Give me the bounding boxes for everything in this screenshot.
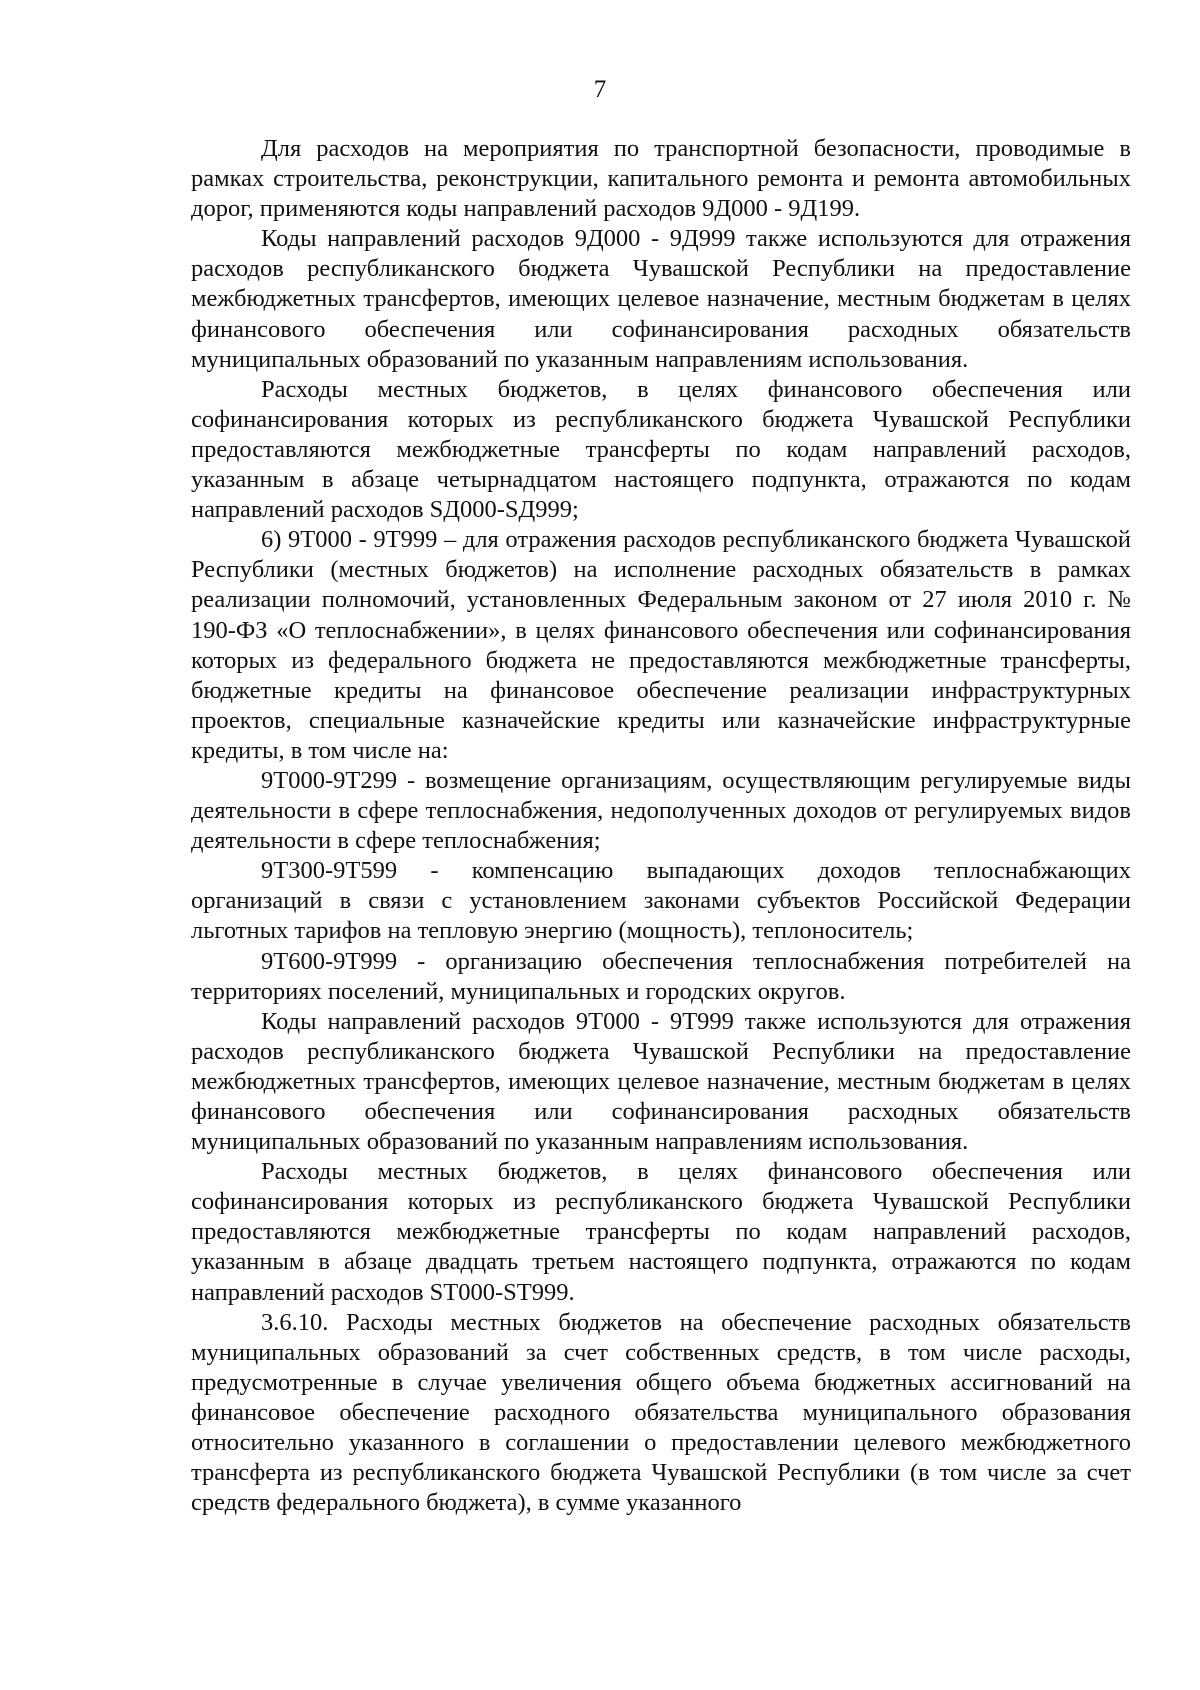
paragraph: Коды направлений расходов 9Т000 - 9Т999 также используются для отражения расходов республиканского бюджета Чувашской Республики на предоставление межбюджетных трансфертов, имеющих целевое назначение, местным бюджетам в целях финансового обеспечения или софинансирования расходных обязательств муниципальных образований по указанным направлениям использования.: [191, 1007, 1131, 1156]
document-body: [191, 134, 1131, 1518]
paragraph: 9Т600-9Т999 - организацию обеспечения теплоснабжения потребителей на территориях поселений, муниципальных и городских округов.: [191, 947, 1131, 1005]
paragraph: 9Т300-9Т599 - компенсацию выпадающих доходов теплоснабжающих организаций в связи с установлением законами субъектов Российской Федерации льготных тарифов на тепловую энергию (мощность), теплоноситель;: [191, 857, 1131, 945]
paragraph: 9Т000-9Т299 - возмещение организациям, осуществляющим регулируемые виды деятельности в сфере теплоснабжения, недополученных доходов от регулируемых видов деятельности в сфере теплоснабжения;: [191, 766, 1131, 855]
paragraph: 3.6.10. Расходы местных бюджетов на обеспечение расходных обязательств муниципальных образований за счет собственных средств, в том числе расходы, предусмотренные в случае увеличения общего объема бюджетных ассигнований на финансовое обеспечение расходного обязательства муниципального образования относительно указанного в соглашении о предоставлении целевого межбюджетного трансферта из республиканского бюджета Чувашской Республики (в том числе за счет средств федерального бюджета), в сумме указанного: [191, 1308, 1131, 1517]
paragraph: Расходы местных бюджетов, в целях финансового обеспечения или софинансирования которых из республиканского бюджета Чувашской Республики предоставляются межбюджетные трансферты по кодам направлений расходов, указанным в абзаце четырнадцатом настоящего подпункта, отражаются по кодам направлений расходов SД000-SД999;: [191, 375, 1131, 524]
paragraph: Для расходов на мероприятия по транспортной безопасности, проводимые в рамках строительства, реконструкции, капитального ремонта и ремонта автомобильных дорог, применяются коды направлений расходов 9Д000 - 9Д199.: [191, 135, 1131, 223]
paragraph: Расходы местных бюджетов, в целях финансового обеспечения или софинансирования которых из республиканского бюджета Чувашской Республики предоставляются межбюджетные трансферты по кодам направлений расходов, указанным в абзаце двадцать третьем настоящего подпункта, отражаются по кодам направлений расходов ST000-ST999.: [191, 1158, 1131, 1306]
page-number: 7: [593, 76, 607, 103]
paragraph: Коды направлений расходов 9Д000 - 9Д999 также используются для отражения расходов республиканского бюджета Чувашской Республики на предоставление межбюджетных трансфертов, имеющих целевое назначение, местным бюджетам в целях финансового обеспечения или софинансирования расходных обязательств муниципальных образований по указанным направлениям использования.: [191, 225, 1131, 373]
paragraph: 6) 9Т000 - 9Т999 – для отражения расходов республиканского бюджета Чувашской Республики (местных бюджетов) на исполнение расходных обязательств в рамках реализации полномочий, установленных Федеральным законом от 27 июля 2010 г. № 190-ФЗ «О теплоснабжении», в целях финансового обеспечения или софинансирования которых из федерального бюджета не предоставляются межбюджетные трансферты, бюджетные кредиты на финансовое обеспечение реализации инфраструктурных проектов, специальные казначейские кредиты или казначейские инфраструктурные кредиты, в том числе на:: [191, 526, 1131, 764]
